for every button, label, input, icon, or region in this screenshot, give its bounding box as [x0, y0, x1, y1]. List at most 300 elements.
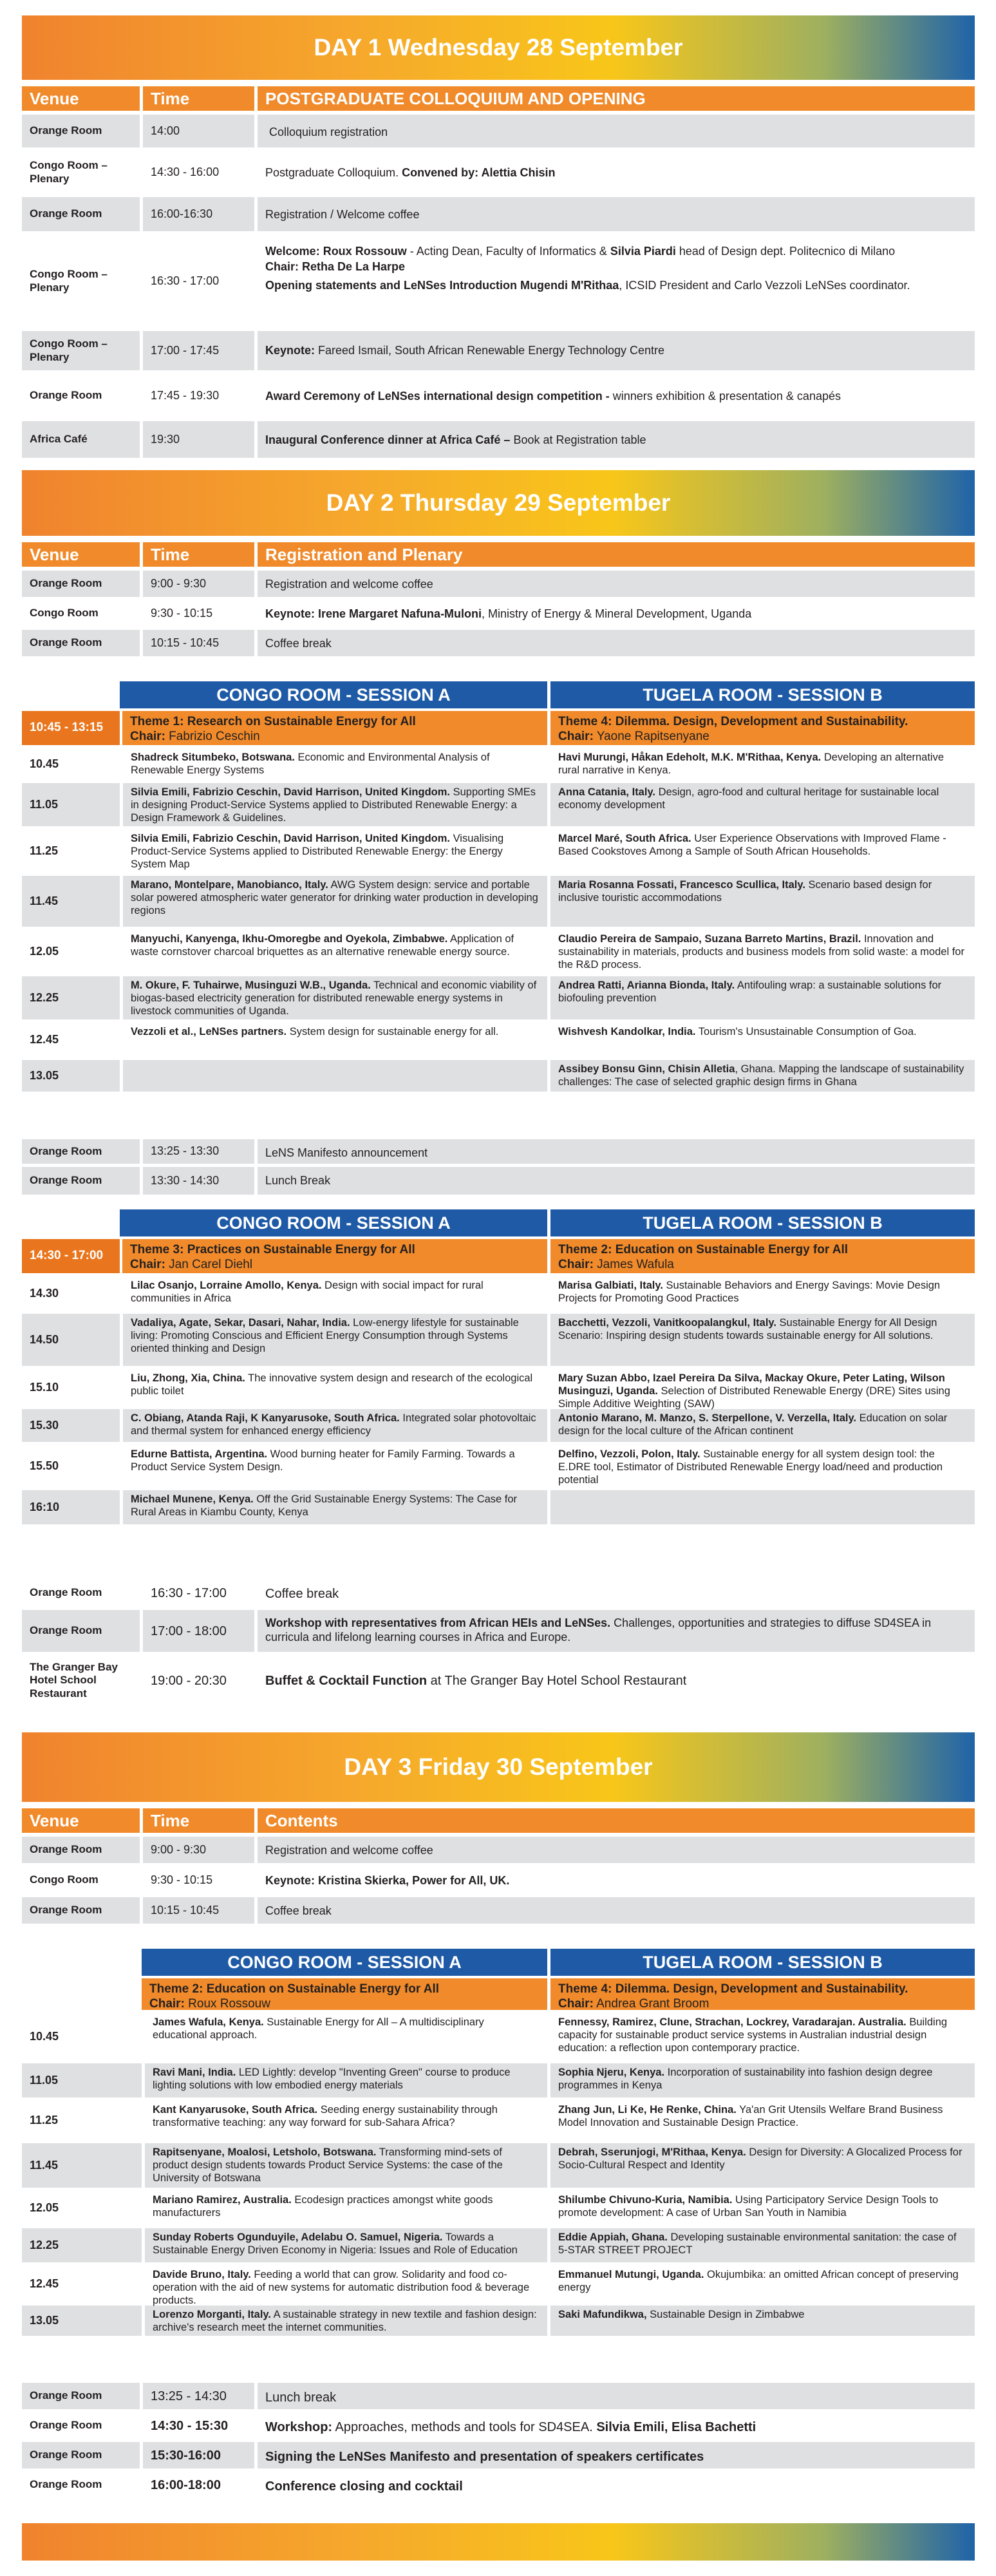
- row-time: 11.45: [30, 2158, 59, 2172]
- session-row: [22, 2143, 975, 2191]
- chair-label: Chair:: [558, 1996, 594, 2011]
- talk-authors: Michael Munene, Kenya.: [131, 1493, 254, 1505]
- talk-authors: Assibey Bonsu Ginn, Chisin Alletia: [558, 1063, 735, 1075]
- day3-table: [22, 1808, 975, 1927]
- content-text: LeNS Manifesto announcement: [265, 1146, 428, 1159]
- talk-authors: Bacchetti, Vezzoli, Vanitkoopalangkul, Italy.: [558, 1317, 776, 1329]
- chair-line: Chair: Retha De La Harpe: [265, 260, 406, 273]
- talk-title: Selection of Distributed Renewable Energy (DRE) Sites using Simple Additive Weighting (SAW): [558, 1385, 950, 1410]
- session-b-talk: [547, 748, 975, 780]
- table-row: [22, 151, 975, 197]
- session-header: [22, 681, 975, 708]
- talk-authors: Saki Mafundikwa,: [558, 2309, 647, 2320]
- time-cell: 16:00-16:30: [143, 197, 258, 231]
- theme-a-title: Theme 3: Practices on Sustainable Energy for All: [130, 1243, 415, 1256]
- time-cell: 13:30 - 14:30: [143, 1167, 258, 1195]
- row-time: 12.25: [30, 990, 59, 1004]
- talk-authors: Eddie Appiah, Ghana.: [558, 2231, 668, 2243]
- chair-label: Chair:: [558, 1257, 594, 1271]
- talk-authors: Kant Kanyarusoke, South Africa.: [153, 2104, 318, 2116]
- venue-cell: Congo Room – Plenary: [22, 234, 143, 328]
- talk-authors: M. Okure, F. Tuhairwe, Musinguzi W.B., Uganda.: [131, 980, 371, 991]
- talk-title: Towards a Sustainable Energy Driven Economy in Nigeria: Issues and Role of Education: [153, 2231, 518, 2256]
- chair-name: James Wafula: [593, 1257, 674, 1271]
- content-bold: Buffet & Cocktail Function: [265, 1674, 428, 1688]
- day2-banner: [22, 470, 975, 536]
- session-row: [22, 1023, 975, 1060]
- day2-end-table: [22, 1579, 975, 1709]
- session-a-head: CONGO ROOM - SESSION A: [142, 1949, 547, 1976]
- day3-title: DAY 3 Friday 30 September: [344, 1754, 653, 1780]
- talk-title: Low-energy lifestyle for sustainable living: Promoting Conscious and Efficient Energy Consumption through Systems oriented thinking and Design: [131, 1317, 519, 1354]
- session-row: [22, 2191, 975, 2228]
- session-b-talk: [547, 1369, 975, 1410]
- talk-authors: Emmanuel Mutungi, Uganda.: [558, 2269, 704, 2280]
- day2-table: [22, 542, 975, 659]
- talk-title: LED Lightly: develop "Inventing Green" course to produce lighting solutions with low embodied energy materials: [153, 2067, 511, 2091]
- talk-authors: Havi Murungi, Håkan Edeholt, M.K. M'Rithaa, Kenya.: [558, 752, 822, 763]
- session-row: [22, 1276, 975, 1314]
- session-a-talk: [142, 2266, 547, 2306]
- time-cell: 9:00 - 9:30: [143, 1837, 258, 1863]
- talk-title: Design for Diversity: A Glocalized Process for Socio-Cultural Respect and Identity: [558, 2146, 963, 2171]
- session-a-talk: [120, 1490, 547, 1524]
- session-b-talk: [547, 829, 975, 873]
- session-row: [22, 2013, 975, 2063]
- content-cell: [258, 1139, 975, 1164]
- talk-authors: Zhang Jun, Li Ke, He Renke, China.: [558, 2104, 737, 2116]
- time-cell: 10:15 - 10:45: [143, 630, 258, 656]
- session-time: 10:45 - 13:15: [22, 711, 120, 745]
- row-time: 12.45: [30, 1032, 59, 1046]
- venue-cell: Congo Room: [22, 600, 143, 627]
- session-a-head: CONGO ROOM - SESSION A: [120, 1209, 547, 1236]
- session-a-talk: [120, 1023, 547, 1057]
- talk-authors: Claudio Pereira de Sampaio, Suzana Barreto Martins, Brazil.: [558, 933, 861, 945]
- row-time: 15.50: [30, 1459, 59, 1472]
- session-row: [22, 1060, 975, 1095]
- day2-header: [22, 542, 975, 571]
- session-row: [22, 930, 975, 976]
- venue-cell: Congo Room: [22, 1866, 143, 1894]
- session-row: [22, 1409, 975, 1445]
- talk-authors: Rapitsenyane, Moalosi, Letsholo, Botswana.: [153, 2146, 377, 2158]
- theme-row: [22, 1976, 975, 2013]
- table-row: [22, 1837, 975, 1866]
- theme-a: [142, 1978, 547, 2010]
- talk-title: Wood burning heater for Family Farming. Towards a Product Service System Design.: [131, 1448, 515, 1473]
- session-a-talk: [120, 1314, 547, 1366]
- time-cell: 9:30 - 10:15: [143, 1866, 258, 1894]
- table-row: [22, 2383, 975, 2412]
- row-time: 12.25: [30, 2238, 59, 2251]
- session-b-talk: [547, 2013, 975, 2060]
- table-row: [22, 2472, 975, 2501]
- session-a-talk: [120, 1445, 547, 1487]
- session-b-head: TUGELA ROOM - SESSION B: [547, 681, 975, 708]
- content-cell: [258, 151, 975, 194]
- time-header: Time: [143, 542, 258, 567]
- session-a-talk: [142, 2143, 547, 2188]
- table-row: [22, 1866, 975, 1897]
- row-time: 10.45: [30, 757, 59, 770]
- session-b-talk: [547, 1023, 975, 1057]
- theme-a: [120, 711, 547, 745]
- day3-banner: [22, 1732, 975, 1802]
- blank-head: [22, 1209, 120, 1236]
- talk-title: Application of waste cornstover charcoal briquettes as an alternative renewable energy source.: [131, 933, 514, 958]
- talk-title: Sustainable energy for all system design tool: the E.DRE tool, Estimator of Distributed Renewable Energy load/need and production potential: [558, 1448, 943, 1486]
- day1-banner: [22, 15, 975, 80]
- day3-session-grid: [22, 1949, 975, 2339]
- content-cell: [258, 1837, 975, 1863]
- session-b-head: TUGELA ROOM - SESSION B: [547, 1209, 975, 1236]
- row-time: 11.25: [30, 2113, 59, 2126]
- day2-session2-grid: [22, 1209, 975, 1528]
- session-b-talk: [547, 1445, 975, 1487]
- talk-title: Off the Grid Sustainable Energy Systems: The Case for Rural Areas in Kiambu County, Kenya: [131, 1493, 518, 1518]
- content-bold: Silvia Piardi: [610, 245, 676, 258]
- session-a-talk: [142, 2101, 547, 2140]
- content-header: POSTGRADUATE COLLOQUIUM AND OPENING: [265, 88, 646, 108]
- theme-a: [120, 1239, 547, 1273]
- session-b-talk: [547, 2143, 975, 2188]
- row-time: 13.05: [30, 2313, 59, 2327]
- theme-b-title: Theme 4: Dilemma. Design, Development and Sustainability.: [558, 715, 908, 728]
- content-bold: Keynote: Irene Margaret Nafuna-Muloni: [265, 607, 482, 620]
- session-a-talk: [120, 1409, 547, 1442]
- venue-cell: Africa Café: [22, 421, 143, 458]
- row-time: 11.05: [30, 797, 59, 811]
- session-a-talk: [142, 2306, 547, 2336]
- content-bold: Keynote:: [265, 344, 315, 357]
- day1-header: [22, 86, 975, 115]
- talk-authors: Debrah, Sserunjogi, M'Rithaa, Kenya.: [558, 2146, 746, 2158]
- session-a-talk: [120, 748, 547, 780]
- talk-authors: Anna Catania, Italy.: [558, 786, 655, 798]
- content-bold: Signing the LeNSes Manifesto and presentation of speakers certificates: [265, 2450, 704, 2464]
- time-cell: 9:30 - 10:15: [143, 600, 258, 627]
- time-cell: 9:00 - 9:30: [143, 571, 258, 597]
- theme-a-title: Theme 2: Education on Sustainable Energy for All: [149, 1982, 440, 1996]
- time-cell: 13:25 - 13:30: [143, 1139, 258, 1164]
- session-row: [22, 1369, 975, 1409]
- talk-title: Supporting SMEs in designing Product-Service Systems applied to Distributed Renewable Energy: a Design Framework & Guidelines.: [131, 786, 536, 824]
- venue-cell: The Granger Bay Hotel School Restaurant: [22, 1655, 143, 1706]
- content-cell: [258, 571, 975, 597]
- content-text: , Ministry of Energy & Mineral Development, Uganda: [482, 607, 752, 620]
- table-row: [22, 2412, 975, 2442]
- content-text: Registration and welcome coffee: [265, 1844, 433, 1857]
- talk-authors: Lilac Osanjo, Lorraine Amollo, Kenya.: [131, 1280, 322, 1291]
- row-time: 13.05: [30, 1068, 59, 1082]
- talk-authors: Mariano Ramirez, Australia.: [153, 2194, 292, 2206]
- row-time: 11.45: [30, 894, 59, 907]
- talk-title: System design for sustainable energy for all.: [287, 1026, 499, 1037]
- theme-b-title: Theme 4: Dilemma. Design, Development and Sustainability.: [558, 1982, 908, 1996]
- time-cell: 14:30 - 16:00: [143, 151, 258, 194]
- session-b-talk: [547, 1314, 975, 1366]
- session-row: [22, 783, 975, 829]
- content-cell: [258, 1866, 975, 1894]
- venue-cell: Orange Room: [22, 571, 143, 597]
- talk-title: Tourism's Unsustainable Consumption of Goa.: [695, 1026, 917, 1037]
- table-row: [22, 1167, 975, 1198]
- session-time: 14:30 - 17:00: [22, 1239, 120, 1273]
- content-cell: [258, 374, 975, 418]
- content-text: Coffee break: [265, 1904, 332, 1917]
- content-cell: [258, 1897, 975, 1924]
- talk-title: A sustainable strategy in new textile and fashion design: archive's research meet the internet communities.: [153, 2309, 537, 2333]
- talk-title: Integrated solar photovoltaic and thermal system for enhanced energy efficiency: [131, 1412, 536, 1437]
- session-b-talk: [547, 2063, 975, 2098]
- table-row: [22, 571, 975, 600]
- venue-header: Venue: [22, 542, 143, 567]
- session-b-talk: [547, 2228, 975, 2262]
- talk-title: Technical and economic viability of biogas-based electricity generation for distributed renewable energy systems in livestock communities of Uganda.: [131, 980, 537, 1017]
- venue-cell: Orange Room: [22, 2412, 143, 2439]
- venue-cell: Orange Room: [22, 1139, 143, 1164]
- content-text: Book at Registration table: [510, 433, 646, 446]
- row-time: 12.05: [30, 944, 59, 958]
- theme-row: [22, 1236, 975, 1276]
- session-a-talk: [142, 2013, 547, 2060]
- content-header: Registration and Plenary: [265, 544, 463, 564]
- session-b-talk: [547, 2101, 975, 2140]
- venue-cell: Orange Room: [22, 1579, 143, 1607]
- session-b-talk: [547, 2191, 975, 2225]
- talk-authors: Delfino, Vezzoli, Polon, Italy.: [558, 1448, 700, 1460]
- talk-title: User Experience Observations with Improved Flame - Based Cookstoves Among a Sample of South African Households.: [558, 833, 946, 857]
- talk-authors: Ravi Mani, India.: [153, 2067, 236, 2078]
- content-bold: Silvia Emili, Elisa Bachetti: [596, 2420, 756, 2434]
- day3-end-table: [22, 2383, 975, 2501]
- talk-authors: Vezzoli et al., LeNSes partners.: [131, 1026, 287, 1037]
- time-cell: 10:15 - 10:45: [143, 1897, 258, 1924]
- talk-title: Transforming mind-sets of product design students towards Product Service Systems: the case of the University of Botswana: [153, 2146, 503, 2184]
- content-bold: Conference closing and cocktail: [265, 2479, 463, 2494]
- content-text: winners exhibition & presentation & canapés: [609, 390, 841, 402]
- content-text: Coffee break: [265, 637, 332, 650]
- session-a-talk: [120, 930, 547, 973]
- talk-authors: Marcel Maré, South Africa.: [558, 833, 691, 844]
- talk-title: Ecodesign practices amongst white goods manufacturers: [153, 2194, 493, 2219]
- time-cell: 13:25 - 14:30: [143, 2383, 258, 2409]
- venue-cell: Orange Room: [22, 197, 143, 231]
- table-row: [22, 115, 975, 151]
- theme-b: [547, 1239, 975, 1273]
- talk-authors: Edurne Battista, Argentina.: [131, 1448, 268, 1460]
- session-row: [22, 2228, 975, 2266]
- table-row: [22, 1897, 975, 1927]
- table-row: [22, 630, 975, 659]
- session-a-talk: [142, 2191, 547, 2225]
- content-cell: [258, 2442, 975, 2468]
- talk-title: The innovative system design and research of the ecological public toilet: [131, 1372, 533, 1397]
- session-a-talk: [120, 783, 547, 826]
- time-cell: 14:00: [143, 115, 258, 147]
- talk-authors: Mary Suzan Abbo, Izael Pereira Da Silva, Mackay Okure, Peter Lating, Wilson Musinguzi, Uganda.: [558, 1372, 945, 1397]
- content-bold: Inaugural Conference dinner at Africa Café –: [265, 433, 511, 446]
- talk-authors: Sophia Njeru, Kenya.: [558, 2067, 665, 2078]
- session-a-head: CONGO ROOM - SESSION A: [120, 681, 547, 708]
- content-cell: [258, 600, 975, 627]
- talk-authors: Maria Rosanna Fossati, Francesco Scullica, Italy.: [558, 879, 805, 891]
- content-cell: [258, 1655, 975, 1706]
- content-text: Registration and welcome coffee: [265, 578, 433, 591]
- table-row: [22, 234, 975, 331]
- venue-cell: Congo Room – Plenary: [22, 151, 143, 194]
- talk-title: Incorporation of sustainability into fashion design degree programmes in Kenya: [558, 2067, 933, 2091]
- theme-b: [547, 711, 975, 745]
- theme-a-title: Theme 1: Research on Sustainable Energy for All: [130, 715, 416, 728]
- session-b-talk: [547, 783, 975, 826]
- session-row: [22, 2101, 975, 2143]
- content-bold: Opening statements and LeNSes Introduction Mugendi M'Rithaa: [265, 279, 619, 292]
- session-a-talk: [142, 2228, 547, 2262]
- talk-title: Antifouling wrap: a sustainable solutions for biofouling prevention: [558, 980, 942, 1004]
- content-cell: [258, 1167, 975, 1195]
- talk-authors: Marano, Montelpare, Manobianco, Italy.: [131, 879, 328, 891]
- talk-title: Seeding energy sustainability through transformative teaching: any way forward for sub-Sahara Africa?: [153, 2104, 498, 2128]
- talk-authors: Silvia Emili, Fabrizio Ceschin, David Harrison, United Kingdom.: [131, 786, 451, 798]
- session-header: [22, 1209, 975, 1236]
- session-row: [22, 1445, 975, 1490]
- time-cell: 17:00 - 17:45: [143, 331, 258, 370]
- venue-cell: Orange Room: [22, 630, 143, 656]
- session-b-talk: [547, 1276, 975, 1311]
- venue-header: Venue: [22, 86, 143, 111]
- session-row: [22, 876, 975, 930]
- content-text: Postgraduate Colloquium.: [265, 166, 399, 179]
- content-text: Lunch break: [265, 2391, 337, 2405]
- content-header: Contents: [265, 1810, 338, 1830]
- talk-title: Design with social impact for rural communities in Africa: [131, 1280, 484, 1304]
- talk-authors: Vadaliya, Agate, Sekar, Dasari, Nahar, India.: [131, 1317, 350, 1329]
- session-b-talk: [547, 976, 975, 1019]
- talk-title: Okujumbika: an omitted African concept of preserving energy: [558, 2269, 959, 2293]
- content-bold: Workshop:: [265, 2420, 333, 2434]
- day2-mid-table: [22, 1136, 975, 1198]
- session-rows: [22, 2013, 975, 2339]
- venue-cell: Orange Room: [22, 2442, 143, 2468]
- talk-title: Visualising Product-Service Systems applied to Distributed Renewable Energy: the Energy System Map: [131, 833, 504, 870]
- session-b-talk: [547, 1490, 975, 1524]
- talk-authors: Silvia Emili, Fabrizio Ceschin, David Harrison, United Kingdom.: [131, 833, 451, 844]
- content-bold: Keynote: Kristina Skierka, Power for All, UK.: [265, 1874, 510, 1887]
- session-row: [22, 748, 975, 783]
- table-row: [22, 1136, 975, 1167]
- talk-title: Sustainable Energy for All Design Scenario: Inspiring design students towards sustainable energy for All solutions.: [558, 1317, 937, 1341]
- table-row: [22, 600, 975, 630]
- venue-cell: Orange Room: [22, 2472, 143, 2498]
- day3-header: [22, 1808, 975, 1837]
- venue-header: Venue: [22, 1808, 143, 1833]
- chair-name: Roux Rossouw: [184, 1996, 270, 2011]
- talk-authors: Wishvesh Kandolkar, India.: [558, 1026, 696, 1037]
- session-b-talk: [547, 2266, 975, 2302]
- session-row: [22, 976, 975, 1023]
- chair-name: Andrea Grant Broom: [593, 1996, 709, 2011]
- content-text: Coffee break: [265, 1587, 339, 1601]
- talk-title: Sustainable Design in Zimbabwe: [646, 2309, 805, 2320]
- row-time: 12.45: [30, 2277, 59, 2290]
- content-cell: [258, 2472, 975, 2498]
- venue-cell: Orange Room: [22, 1897, 143, 1924]
- content-cell: [258, 630, 975, 656]
- content-cell: [258, 421, 975, 458]
- table-row: [22, 1579, 975, 1610]
- talk-title: Using Participatory Service Design Tools to promote development: A case of Urban San Youth in Namibia: [558, 2194, 939, 2219]
- talk-authors: Shilumbe Chivuno-Kuria, Namibia.: [558, 2194, 733, 2206]
- row-time: 11.05: [30, 2073, 59, 2087]
- talk-authors: Manyuchi, Kanyenga, Ikhu-Omoregbe and Oyekola, Zimbabwe.: [131, 933, 448, 945]
- session-a-talk: [120, 1060, 547, 1092]
- venue-cell: Orange Room: [22, 2383, 143, 2409]
- theme-b: [547, 1978, 975, 2010]
- table-row: [22, 1610, 975, 1655]
- session-a-talk: [120, 829, 547, 873]
- talk-title: Scenario based design for inclusive touristic accommodations: [558, 879, 932, 904]
- row-time: 14.50: [30, 1332, 59, 1346]
- talk-title: Ya'an Grit Utensils Welfare Brand Business Model Innovation and Sustainable Design Practice.: [558, 2104, 943, 2128]
- day2-title: DAY 2 Thursday 29 September: [326, 489, 671, 516]
- footer-banner: [22, 2523, 975, 2561]
- venue-cell: Orange Room: [22, 115, 143, 147]
- table-row: [22, 2442, 975, 2472]
- time-cell: 19:30: [143, 421, 258, 458]
- talk-title: Developing an alternative rural narrative in Kenya.: [558, 752, 944, 776]
- content-cell: [258, 1610, 975, 1652]
- session-b-talk: [547, 2306, 975, 2336]
- content-text: head of Design dept. Politecnico di Milano: [675, 245, 896, 258]
- content-bold: Convened by: Alettia Chisin: [402, 166, 556, 179]
- time-cell: 17:45 - 19:30: [143, 374, 258, 418]
- content-text: , ICSID President and Carlo Vezzoli LeNSes coordinator.: [619, 279, 910, 292]
- content-text: Fareed Ismail, South African Renewable Energy Technology Centre: [315, 344, 664, 357]
- content-text: at The Granger Bay Hotel School Restaurant: [427, 1674, 687, 1688]
- chair-name: Jan Carel Diehl: [165, 1257, 253, 1271]
- blank-theme: [22, 1978, 142, 2010]
- table-row: [22, 1655, 975, 1709]
- talk-authors: Sunday Roberts Ogunduyile, Adelabu O. Samuel, Nigeria.: [153, 2231, 443, 2243]
- talk-title: Innovation and sustainability in materials, products and business models from solid waste: a model for the R&D process.: [558, 933, 964, 971]
- row-time: 16:10: [30, 1500, 60, 1513]
- row-time: 15.10: [30, 1380, 59, 1394]
- content-cell: [258, 2412, 975, 2439]
- chair-label: Chair:: [149, 1996, 185, 2011]
- session-header: [22, 1949, 975, 1976]
- talk-title: Developing sustainable environmental sanitation: the case of 5-STAR STREET PROJECT: [558, 2231, 957, 2256]
- blank-head: [22, 1949, 142, 1976]
- talk-authors: Fennessy, Ramirez, Clune, Strachan, Lockrey, Varadarajan. Australia.: [558, 2016, 907, 2028]
- row-time: 14.30: [30, 1286, 59, 1300]
- session-a-talk: [120, 1369, 547, 1406]
- chair-name: Yaone Rapitsenyane: [593, 729, 709, 743]
- content-text: Colloquium registration: [269, 126, 388, 138]
- session-b-talk: [547, 876, 975, 927]
- talk-authors: Davide Bruno, Italy.: [153, 2269, 251, 2280]
- venue-cell: Congo Room – Plenary: [22, 331, 143, 370]
- theme-row: [22, 708, 975, 748]
- session-row: [22, 2306, 975, 2339]
- chair-label: Chair:: [558, 729, 594, 743]
- time-cell: 17:00 - 18:00: [143, 1610, 258, 1652]
- session-a-talk: [120, 876, 547, 927]
- talk-title: Feeding a world that can grow. Solidarity and food co-operation with the aid of new systems for automatic distribution food & beverage products.: [153, 2269, 530, 2306]
- content-bold: Welcome: Roux Rossouw: [265, 245, 407, 258]
- talk-title: Design, agro-food and cultural heritage for sustainable local economy development: [558, 786, 939, 811]
